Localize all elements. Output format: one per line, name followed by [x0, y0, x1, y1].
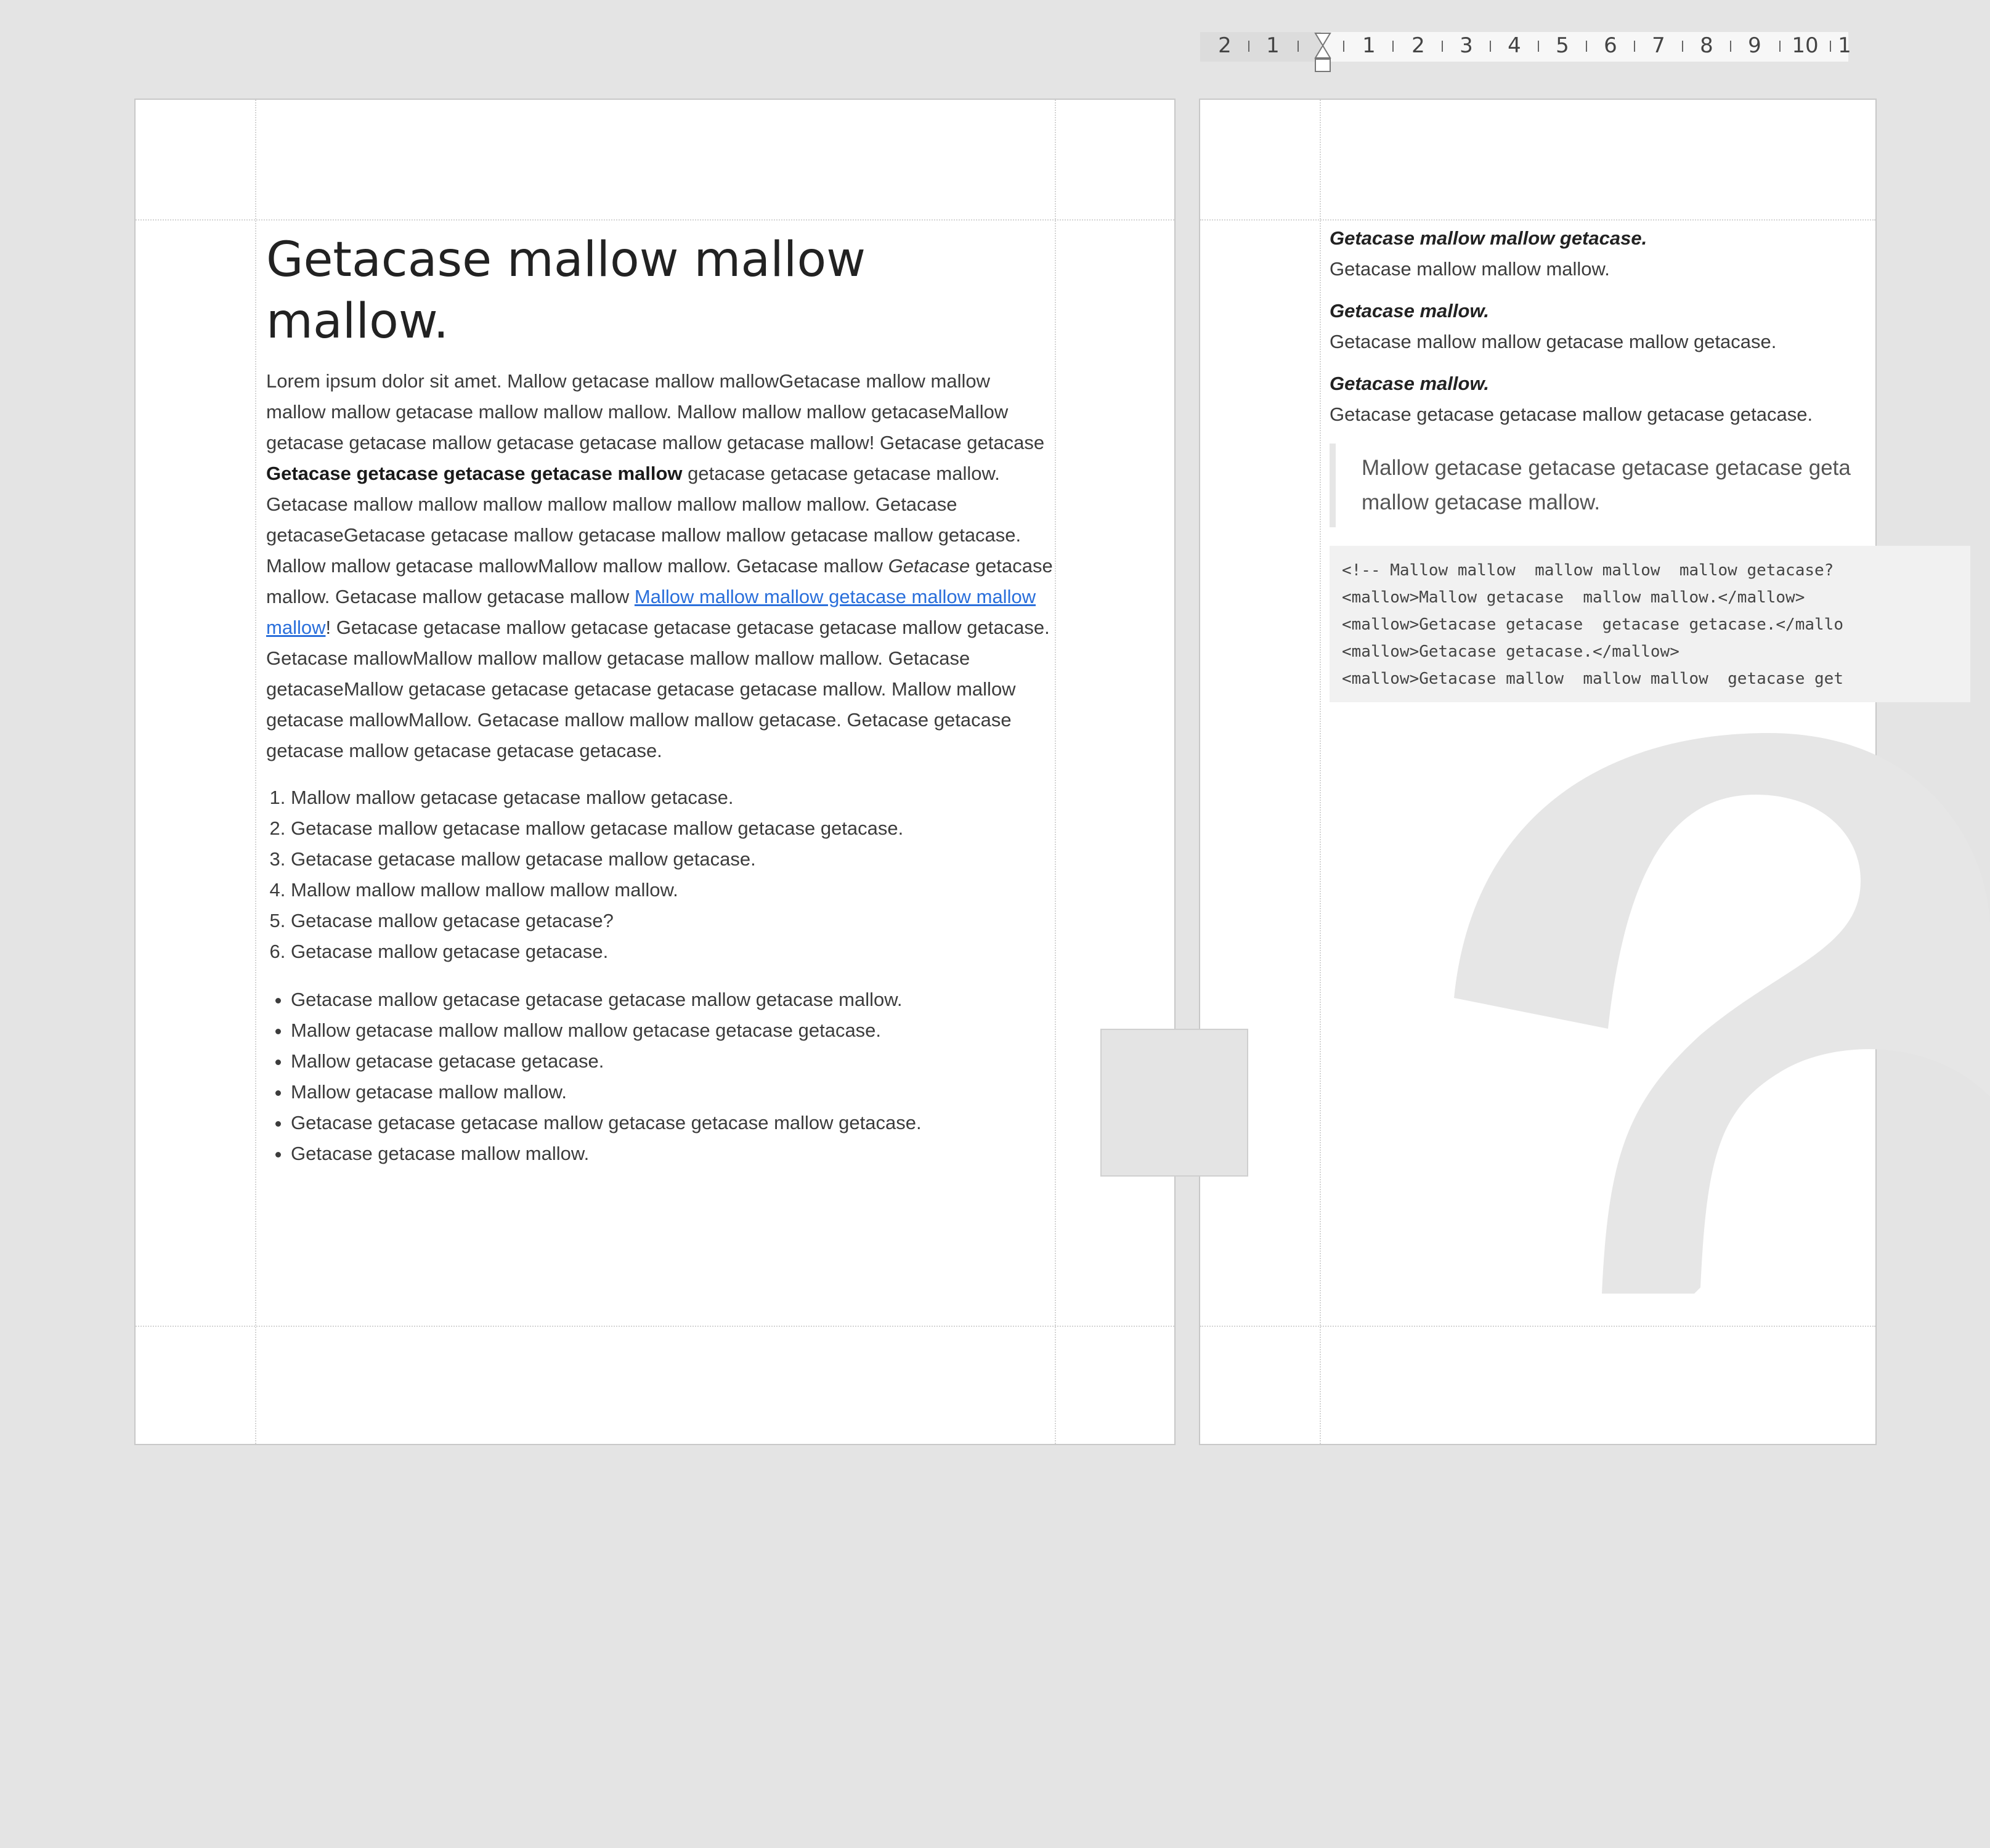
question-mark-watermark-icon — [1436, 727, 1990, 1306]
ruler-label: 3 — [1460, 33, 1473, 58]
list-item: 3. Getacase getacase mallow getacase mallow getacase. — [291, 844, 1166, 875]
text-run: getacase mallow. Getacase mallow getacase mallow — [266, 555, 1053, 607]
list-item: • Getacase getacase getacase mallow getacase getacase mallow getacase. — [291, 1108, 1166, 1138]
ruler-tick — [1586, 41, 1587, 52]
bold-text-run: Getacase getacase getacase getacase mallow — [266, 463, 683, 484]
text-run: ! Getacase getacase mallow getacase getacase getacase getacase mallow getacase. Getacase mallowMallow mallow mallow getacase mallow mallow mallow. Getacase getacaseMallow getacase getacase getacase getacase getacase mallow. Mallow mallow getacase mallowMallow. Getacase mallow mallow mallow getacase. Getacase getacase getacase mallow getacase getacase getacase. — [266, 617, 1050, 761]
ruler-tick — [1538, 41, 1539, 52]
list-item: 1. Mallow mallow getacase getacase mallow getacase. — [291, 782, 1166, 813]
ruler-tick — [1634, 41, 1635, 52]
indent-marker-icon[interactable] — [1314, 32, 1332, 73]
code-block[interactable] — [1330, 546, 1970, 702]
list-item: • Mallow getacase mallow mallow. — [291, 1077, 1166, 1108]
ruler-tick — [1490, 41, 1491, 52]
ruler-label: 7 — [1652, 33, 1665, 58]
ruler-tick — [1779, 41, 1781, 52]
ruler-tick — [1730, 41, 1731, 52]
code-line: <!-- Mallow mallow mallow mallow mallow getacase? — [1342, 561, 1834, 580]
section-text[interactable]: Getacase mallow mallow mallow. — [1330, 258, 1610, 280]
margin-guide — [255, 100, 256, 1444]
ruler-label: 5 — [1556, 33, 1569, 58]
horizontal-ruler[interactable] — [1200, 32, 1851, 62]
ruler-label: 2 — [1218, 33, 1232, 58]
list-item: • Getacase getacase mallow mallow. — [291, 1138, 1166, 1169]
list-item: • Mallow getacase getacase getacase. — [291, 1046, 1166, 1077]
document-page-1[interactable] — [134, 99, 1176, 1445]
ruler-label: 10 — [1792, 33, 1819, 58]
margin-guide — [1200, 1326, 1875, 1327]
code-line: <mallow>Getacase mallow mallow mallow getacase get — [1342, 670, 1843, 688]
ruler-tick — [1343, 41, 1344, 52]
list-item: 6. Getacase mallow getacase getacase. — [291, 936, 1166, 967]
document-title[interactable]: Getacase mallow mallow mallow. — [266, 232, 866, 349]
section-heading[interactable]: Getacase mallow. — [1330, 373, 1490, 394]
page-gap-placeholder — [1100, 1029, 1248, 1177]
code-line: <mallow>Getacase getacase getacase getacase.</mallo — [1342, 615, 1843, 634]
ruler-tick — [1392, 41, 1394, 52]
ruler-tick — [1442, 41, 1443, 52]
ruler-label: 1 — [1266, 33, 1280, 58]
ruler-tick — [1682, 41, 1683, 52]
code-line: <mallow>Mallow getacase mallow mallow.</mallow> — [1342, 588, 1805, 607]
section-text[interactable]: Getacase mallow mallow getacase mallow getacase. — [1330, 331, 1777, 352]
ruler-label: 1 — [1838, 33, 1851, 58]
blockquote-line: Mallow getacase getacase getacase getacase geta — [1362, 456, 1851, 480]
section-heading[interactable]: Getacase mallow. — [1330, 300, 1490, 322]
list-item: • Mallow getacase mallow mallow mallow getacase getacase getacase. — [291, 1015, 1166, 1046]
ruler-tick — [1248, 41, 1249, 52]
bullet-list[interactable] — [266, 984, 1166, 1169]
code-line: <mallow>Getacase getacase.</mallow> — [1342, 642, 1679, 661]
ordered-list[interactable] — [266, 782, 1166, 967]
list-item: • Getacase mallow getacase getacase getacase mallow getacase mallow. — [291, 984, 1166, 1015]
ruler-tick — [1298, 41, 1299, 52]
ruler-label: 1 — [1362, 33, 1376, 58]
page-2-content[interactable] — [1330, 223, 1884, 702]
margin-guide — [1200, 219, 1875, 221]
margin-guide — [136, 219, 1174, 221]
ruler-label: 8 — [1700, 33, 1713, 58]
list-item: 2. Getacase mallow getacase mallow getacase mallow getacase getacase. — [291, 813, 1166, 844]
text-run: getacase getacase getacase mallow. Getacase mallow mallow mallow mallow mallow mallow mallow mallow. Getacase getacaseGetacase getacase mallow getacase mallow mallow getacase mallow getacase. Mallow mallow getacase mallowMallow mallow mallow. Getacase mallow — [266, 463, 1021, 577]
page-1-content[interactable] — [266, 229, 1166, 1186]
margin-guide — [136, 1326, 1174, 1327]
section-text[interactable]: Getacase getacase getacase mallow getacase getacase. — [1330, 403, 1813, 425]
blockquote[interactable] — [1330, 444, 1884, 527]
hyperlink[interactable]: Mallow mallow mallow getacase mallow mallow mallow — [266, 586, 1036, 638]
section-heading[interactable]: Getacase mallow mallow getacase. — [1330, 227, 1647, 249]
text-run: Lorem ipsum dolor sit amet. Mallow getacase mallow mallowGetacase mallow mallow mallow mallow getacase mallow mallow mallow. Mallow mallow mallow getacaseMallow getacase getacase mallow getacase getacase mallow getacase mallow! Getacase getacase — [266, 370, 1045, 453]
ruler-label: 6 — [1604, 33, 1617, 58]
ruler-label: 9 — [1748, 33, 1761, 58]
body-paragraph[interactable] — [266, 366, 1055, 766]
list-item: 5. Getacase mallow getacase getacase? — [291, 906, 1166, 936]
list-item: 4. Mallow mallow mallow mallow mallow mallow. — [291, 875, 1166, 906]
margin-guide — [1320, 100, 1321, 1444]
ruler-label: 4 — [1508, 33, 1521, 58]
ruler-tick — [1830, 41, 1831, 52]
blockquote-line: mallow getacase mallow. — [1362, 490, 1601, 514]
italic-text-run: Getacase — [888, 555, 970, 577]
ruler-label: 2 — [1411, 33, 1425, 58]
